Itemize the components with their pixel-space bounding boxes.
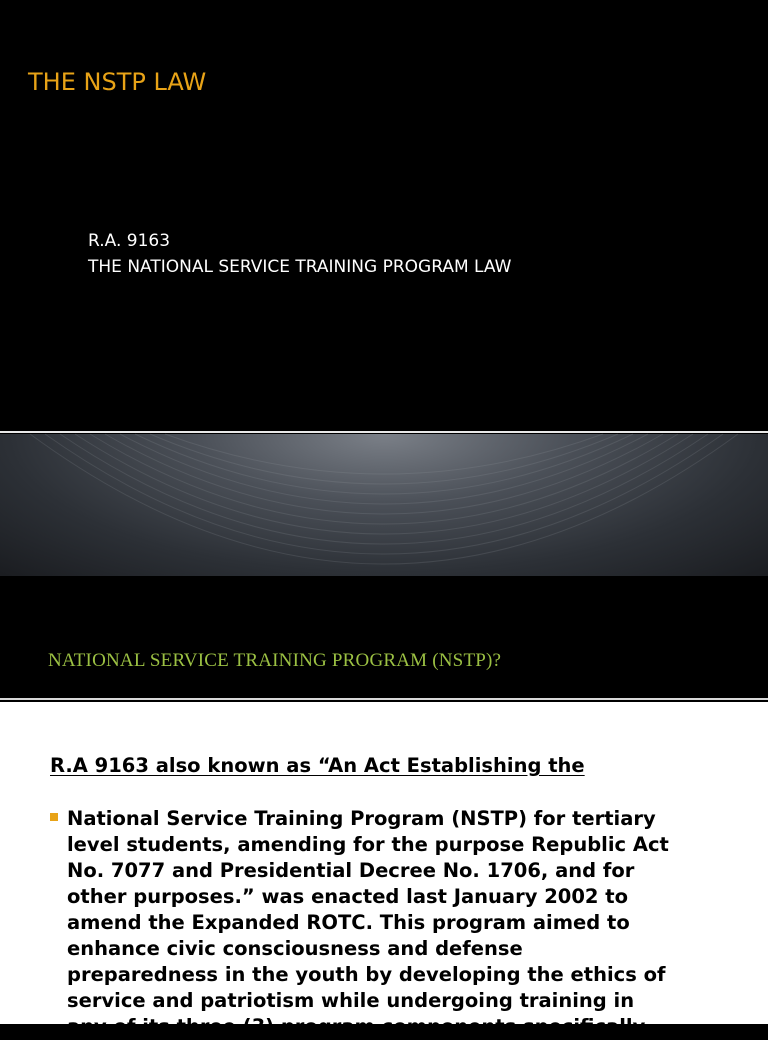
slide-2 [0, 434, 768, 698]
bullet-line: any of its three (3) program components specifically [67, 1015, 646, 1038]
slide-2-background-arch [0, 434, 768, 576]
bullet-line: No. 7077 and Presidential Decree No. 1706, and for [67, 859, 635, 882]
bullet-line: service and patriotism while undergoing training in [67, 989, 635, 1012]
bullet-text [67, 806, 740, 1040]
slide-1-subtitle [88, 228, 511, 280]
arch-pattern [0, 434, 768, 576]
bullet-line: amend the Expanded ROTC. This program aimed to [67, 911, 630, 934]
bullet-line: other purposes.” was enacted last January 2002 to [67, 885, 628, 908]
bullet-line: preparedness in the youth by developing the ethics of [67, 963, 666, 986]
bullet-item [50, 806, 740, 1040]
slide-divider [0, 698, 768, 700]
slide-3 [0, 702, 768, 1038]
bullet-square-icon [50, 813, 58, 821]
slide-1-subtitle-line-1: R.A. 9163 [88, 231, 171, 251]
bullet-line: level students, amending for the purpose Republic Act [67, 833, 669, 856]
slide-2-title: NATIONAL SERVICE TRAINING PROGRAM (NSTP)? [48, 650, 502, 671]
slide-1-subtitle-line-2: THE NATIONAL SERVICE TRAINING PROGRAM LAW [88, 257, 512, 277]
bullet-line: enhance civic consciousness and defense [67, 937, 523, 960]
slide-divider [0, 431, 768, 433]
slide-1-title: THE NSTP LAW [28, 68, 207, 96]
slide-3-heading: R.A 9163 also known as “An Act Establishing the [50, 754, 585, 777]
bullet-line: National Service Training Program (NSTP) for tertiary [67, 807, 656, 830]
slide-1 [0, 0, 768, 430]
